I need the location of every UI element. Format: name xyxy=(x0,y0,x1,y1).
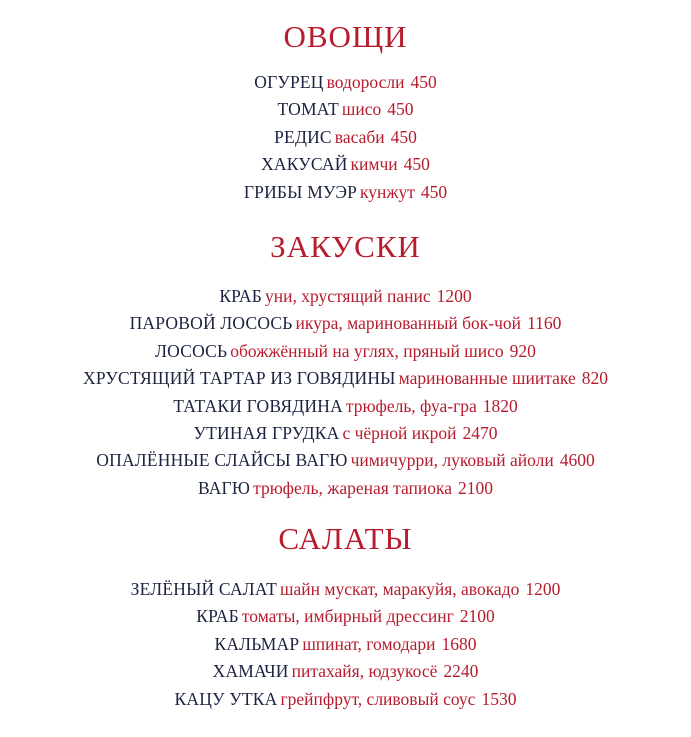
section-items xyxy=(0,69,691,206)
dish-name: ХРУСТЯЩИЙ ТАРТАР ИЗ ГОВЯДИНЫ xyxy=(83,368,396,389)
dish-name: КРАБ xyxy=(219,286,262,306)
dish-description: икура, маринованный бок-чой xyxy=(295,313,522,334)
dish-price: 2240 xyxy=(443,661,479,682)
menu-item xyxy=(0,576,691,603)
menu-item xyxy=(0,475,691,502)
dish-description: трюфель, фуа-гра xyxy=(345,395,477,416)
dish-price: 2100 xyxy=(458,477,494,498)
menu-item xyxy=(0,69,691,96)
dish-name: ОПАЛЁННЫЕ СЛАЙСЫ ВАГЮ xyxy=(96,450,348,471)
dish-price: 450 xyxy=(387,99,414,120)
dish-description: шайн мускат, маракуйя, авокадо xyxy=(280,579,520,599)
menu-section-salads xyxy=(0,521,691,713)
dish-price: 1200 xyxy=(525,579,561,599)
menu-item xyxy=(0,310,691,337)
dish-name: ПАРОВОЙ ЛОСОСЬ xyxy=(129,313,293,334)
menu-item xyxy=(0,96,691,123)
menu-item xyxy=(0,124,691,151)
dish-price: 450 xyxy=(420,181,448,202)
menu-item xyxy=(0,447,691,474)
menu-item xyxy=(0,603,691,630)
menu-item xyxy=(0,179,691,206)
dish-name: ОГУРЕЦ xyxy=(254,72,324,92)
dish-price: 2470 xyxy=(462,423,498,444)
menu-item xyxy=(0,420,691,447)
dish-name: ЛОСОСЬ xyxy=(155,340,228,361)
dish-price: 1820 xyxy=(482,395,518,416)
dish-price: 450 xyxy=(403,154,430,175)
dish-description: трюфель, жареная тапиока xyxy=(253,477,453,498)
menu-item xyxy=(0,151,691,178)
dish-description: водоросли xyxy=(326,72,405,92)
dish-price: 1680 xyxy=(441,633,477,654)
dish-name: КРАБ xyxy=(196,606,239,627)
dish-description: шисо xyxy=(341,99,382,120)
dish-name: РЕДИС xyxy=(274,126,332,147)
dish-name: КАЦУ УТКА xyxy=(174,688,278,709)
menu-item xyxy=(0,631,691,658)
menu-item xyxy=(0,658,691,685)
menu-section-appetizers xyxy=(0,229,691,502)
dish-price: 1160 xyxy=(527,313,562,334)
dish-description: васаби xyxy=(334,126,385,147)
dish-price: 450 xyxy=(390,126,417,147)
dish-description: питахайя, юдзукосё xyxy=(291,661,438,682)
dish-description: с чёрной икрой xyxy=(342,423,457,444)
section-items xyxy=(0,576,691,713)
section-title: САЛАТЫ xyxy=(278,521,413,556)
dish-name: ТОМАТ xyxy=(277,99,339,120)
dish-description: маринованные шиитаке xyxy=(398,368,576,389)
dish-price: 820 xyxy=(581,368,608,389)
dish-price: 2100 xyxy=(459,606,495,627)
menu-item xyxy=(0,365,691,392)
dish-name: ВАГЮ xyxy=(197,477,251,498)
section-items xyxy=(0,283,691,502)
dish-description: обожжённый на углях, пряный шисо xyxy=(230,340,504,361)
dish-price: 920 xyxy=(509,340,536,361)
menu-item xyxy=(0,283,691,310)
section-title: ОВОЩИ xyxy=(283,19,408,54)
dish-price: 4600 xyxy=(559,450,595,471)
dish-name: ХАМАЧИ xyxy=(212,661,289,682)
menu-item xyxy=(0,686,691,713)
dish-price: 450 xyxy=(410,72,437,92)
dish-description: чимичурри, луковый айоли xyxy=(350,450,554,471)
dish-name: ГРИБЫ МУЭР xyxy=(243,181,358,202)
dish-name: КАЛЬМАР xyxy=(214,633,300,654)
dish-name: ХАКУСАЙ xyxy=(261,154,348,175)
dish-name: УТИНАЯ ГРУДКА xyxy=(193,423,340,444)
dish-description: томаты, имбирный дрессинг xyxy=(241,606,454,627)
section-title: ЗАКУСКИ xyxy=(270,229,421,264)
dish-description: кимчи xyxy=(350,154,398,175)
dish-description: шпинат, гомодари xyxy=(302,633,436,654)
dish-description: кунжут xyxy=(360,181,415,202)
dish-description: уни, хрустящий панис xyxy=(264,286,431,306)
dish-name: ЗЕЛЁНЫЙ САЛАТ xyxy=(130,579,278,599)
dish-description: грейпфрут, сливовый соус xyxy=(280,688,476,709)
menu-item xyxy=(0,338,691,365)
menu-section-vegetables xyxy=(0,19,691,206)
dish-name: ТАТАКИ ГОВЯДИНА xyxy=(173,395,343,416)
dish-price: 1200 xyxy=(436,286,472,306)
dish-price: 1530 xyxy=(481,688,517,709)
menu-item xyxy=(0,393,691,420)
